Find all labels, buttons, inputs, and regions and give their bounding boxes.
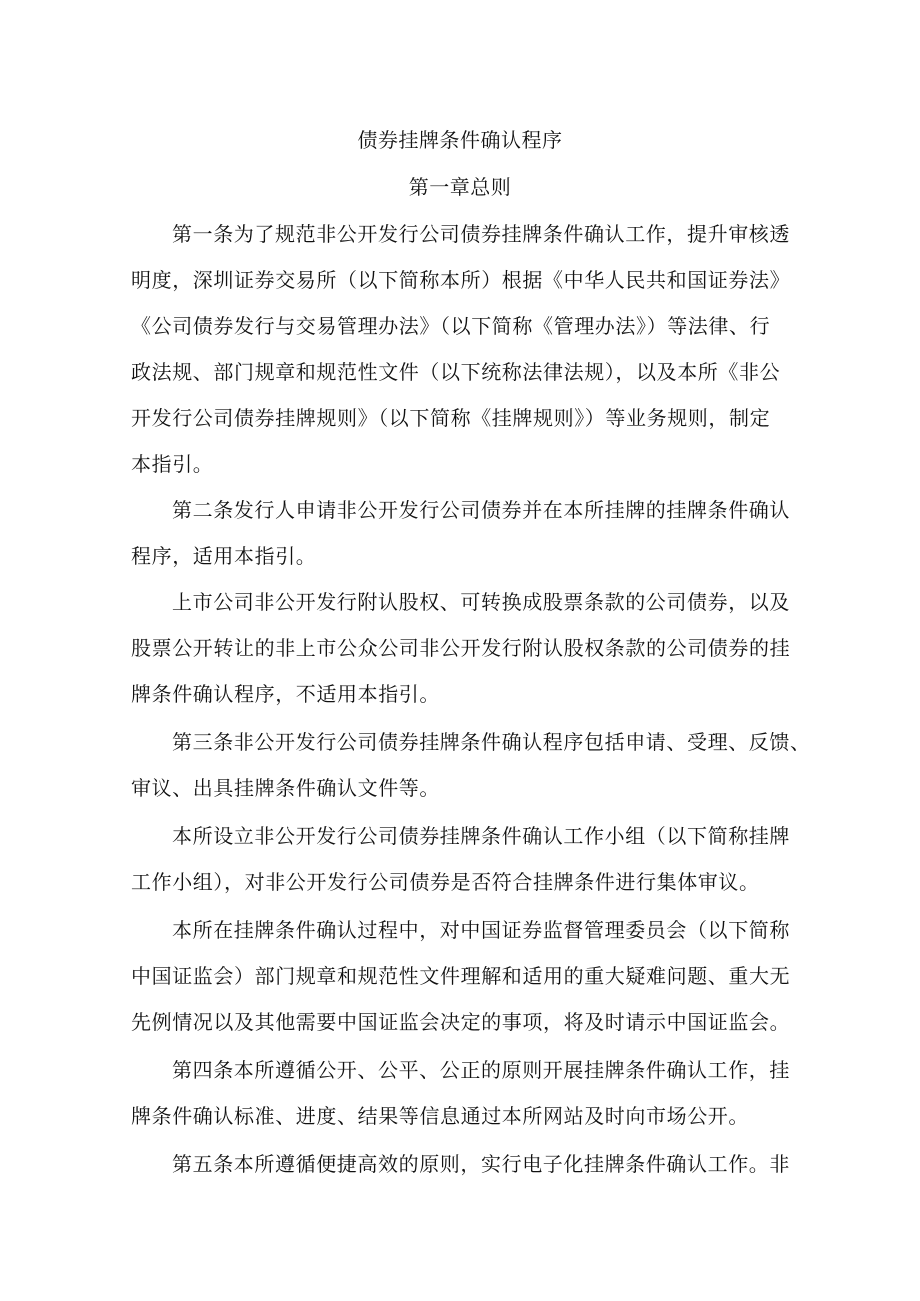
paragraph-line: 政法规、部门规章和规范性文件（以下统称法律法规），以及本所《非公 xyxy=(131,360,781,384)
paragraph-line: 程序，适用本指引。 xyxy=(131,544,317,568)
paragraph-line: 本指引。 xyxy=(131,452,214,476)
paragraph-line: 本所在挂牌条件确认过程中，对中国证券监督管理委员会（以下简称 xyxy=(172,918,790,942)
paragraph-line: 工作小组），对非公开发行公司债券是否符合挂牌条件进行集体审议。 xyxy=(131,870,760,894)
paragraph-line: 牌条件确认程序，不适用本指引。 xyxy=(131,682,440,706)
paragraph-line: 《公司债券发行与交易管理办法》（以下简称《管理办法》）等法律、行 xyxy=(131,314,771,338)
paragraph-line: 第四条本所遵循公开、公平、公正的原则开展挂牌条件确认工作，挂 xyxy=(172,1058,790,1082)
document-title: 债券挂牌条件确认程序 xyxy=(357,128,563,152)
paragraph-line: 股票公开转让的非上市公众公司非公开发行附认股权条款的公司债券的挂 xyxy=(131,636,791,660)
paragraph-line: 第三条非公开发行公司债券挂牌条件确认程序包括申请、受理、反馈、 xyxy=(172,730,811,754)
paragraph-line: 第五条本所遵循便捷高效的原则，实行电子化挂牌条件确认工作。非 xyxy=(172,1152,790,1176)
chapter-heading: 第一章总则 xyxy=(408,175,512,199)
paragraph-line: 开发行公司债券挂牌规则》（以下简称《挂牌规则》）等业务规则，制定 xyxy=(131,406,771,430)
paragraph-line: 先例情况以及其他需要中国证监会决定的事项，将及时请示中国证监会。 xyxy=(131,1010,791,1034)
paragraph-line: 牌条件确认标准、进度、结果等信息通过本所网站及时向市场公开。 xyxy=(131,1104,749,1128)
paragraph-line: 中国证监会）部门规章和规范性文件理解和适用的重大疑难问题、重大无 xyxy=(131,964,791,988)
paragraph-line: 上市公司非公开发行附认股权、可转换成股票条款的公司债券，以及 xyxy=(172,590,790,614)
paragraph-line: 审议、出具挂牌条件确认文件等。 xyxy=(131,776,440,800)
paragraph-line: 第二条发行人申请非公开发行公司债券并在本所挂牌的挂牌条件确认 xyxy=(172,498,790,522)
paragraph-line: 明度，深圳证券交易所（以下简称本所）根据《中华人民共和国证券法》 xyxy=(131,268,791,292)
paragraph-line: 本所设立非公开发行公司债券挂牌条件确认工作小组（以下简称挂牌 xyxy=(172,824,790,848)
paragraph-line: 第一条为了规范非公开发行公司债券挂牌条件确认工作，提升审核透 xyxy=(172,222,790,246)
